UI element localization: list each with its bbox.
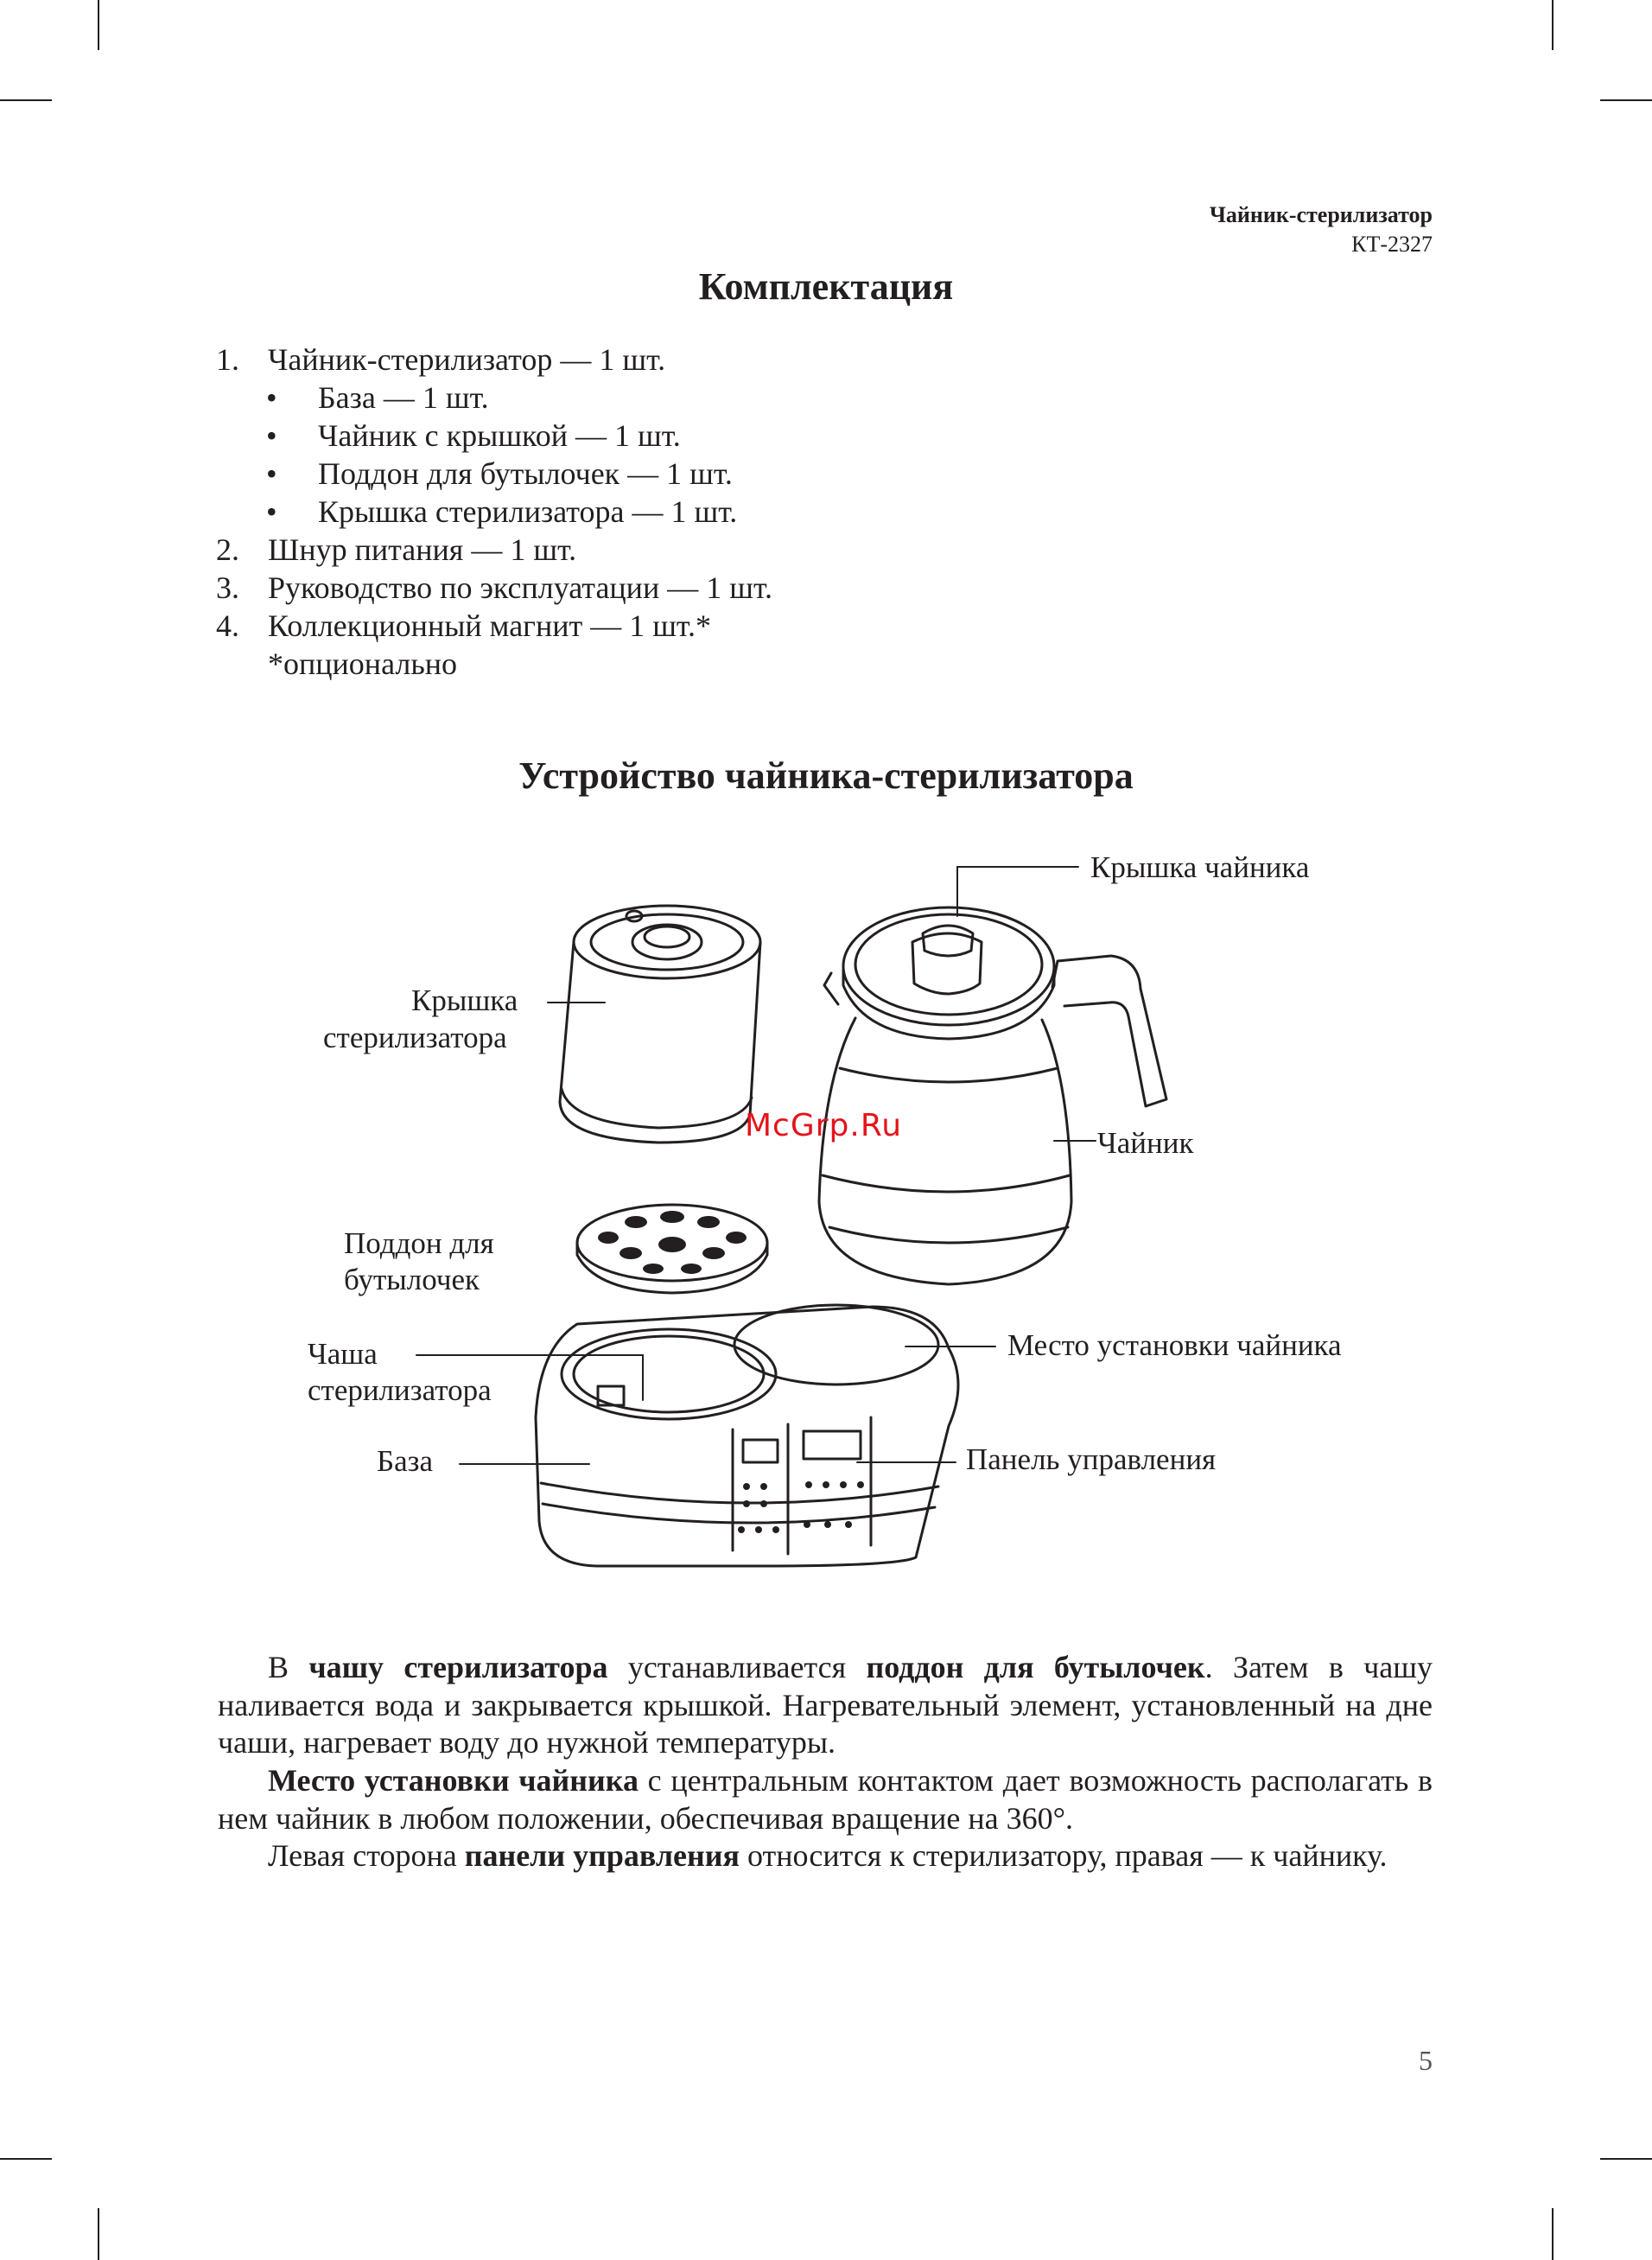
bottle-tray-drawing bbox=[577, 1205, 767, 1293]
text: . Затем в чашу наливается вода и закрывается крышкой. Нагревательный элемент, установленный на дне чаши, нагревает воду до нужной температуры. bbox=[218, 1650, 1433, 1760]
list-text: Чайник-стерилизатор — 1 шт. bbox=[268, 342, 666, 377]
label-bowl-2: стерилизатора bbox=[308, 1373, 492, 1407]
contents-title: Комплектация bbox=[698, 265, 954, 308]
list-number: 2. bbox=[216, 532, 239, 567]
paragraph-bowl bbox=[218, 1649, 1433, 1762]
base-drawing bbox=[536, 1305, 958, 1566]
list-number: 4. bbox=[216, 608, 239, 643]
text: относится к стерилизатору, правая — к чайнику. bbox=[739, 1838, 1388, 1873]
label-bowl-1: Чаша bbox=[308, 1337, 378, 1371]
list-number: 3. bbox=[216, 570, 239, 605]
paragraph-kettle-place bbox=[218, 1762, 1433, 1837]
bullet: • bbox=[266, 418, 277, 453]
label-base: База bbox=[377, 1444, 433, 1478]
label-control-panel: Панель управления bbox=[966, 1442, 1217, 1476]
list-text: Коллекционный магнит — 1 шт.* bbox=[268, 608, 711, 643]
sub-list-text: Крышка стерилизатора — 1 шт. bbox=[318, 494, 738, 529]
label-tray-1: Поддон для bbox=[344, 1226, 494, 1260]
term-tray: поддон для бутылочек bbox=[866, 1650, 1205, 1684]
bullet: • bbox=[266, 494, 277, 529]
list-text: Шнур питания — 1 шт. bbox=[268, 532, 577, 567]
header-product: Чайник-стерилизатор bbox=[1209, 202, 1433, 227]
term-control-panel: панели управления bbox=[464, 1838, 740, 1873]
page-number: 5 bbox=[1419, 2045, 1433, 2076]
sterilizer-lid-drawing bbox=[560, 906, 760, 1143]
sub-list-text: Поддон для бутылочек — 1 шт. bbox=[318, 456, 733, 491]
label-kettle: Чайник bbox=[1097, 1126, 1194, 1160]
text: с центральным контактом дает возможность располагать в нем чайник в любом положении, обеспечивая вращение на 360°. bbox=[218, 1763, 1433, 1836]
text: Левая сторона bbox=[268, 1838, 465, 1873]
term-kettle-place: Место установки чайника bbox=[268, 1763, 639, 1798]
bullet: • bbox=[266, 380, 277, 415]
list-text: Руководство по эксплуатации — 1 шт. bbox=[268, 570, 772, 605]
label-kettle-place: Место установки чайника bbox=[1007, 1328, 1342, 1362]
text: устанавливается bbox=[607, 1650, 867, 1684]
list-number: 1. bbox=[216, 342, 239, 377]
term-bowl: чашу стерилизатора bbox=[308, 1650, 608, 1684]
text: В bbox=[268, 1650, 309, 1684]
sub-list-text: Чайник с крышкой — 1 шт. bbox=[318, 418, 681, 453]
watermark: McGrp.Ru bbox=[745, 1108, 903, 1143]
bullet: • bbox=[266, 456, 277, 491]
kettle-drawing bbox=[819, 907, 1166, 1284]
sub-list-text: База — 1 шт. bbox=[318, 380, 489, 415]
device-title: Устройство чайника-стерилизатора bbox=[518, 754, 1134, 797]
header-model: КТ-2327 bbox=[1351, 232, 1433, 257]
label-sterilizer-lid-1: Крышка bbox=[411, 984, 518, 1017]
label-sterilizer-lid-2: стерилизатора bbox=[323, 1021, 507, 1054]
paragraph-control-panel bbox=[218, 1837, 1433, 1875]
label-tray-2: бутылочек bbox=[344, 1263, 480, 1296]
footnote-text: *опционально bbox=[268, 646, 458, 681]
label-kettle-lid: Крышка чайника bbox=[1090, 850, 1310, 884]
